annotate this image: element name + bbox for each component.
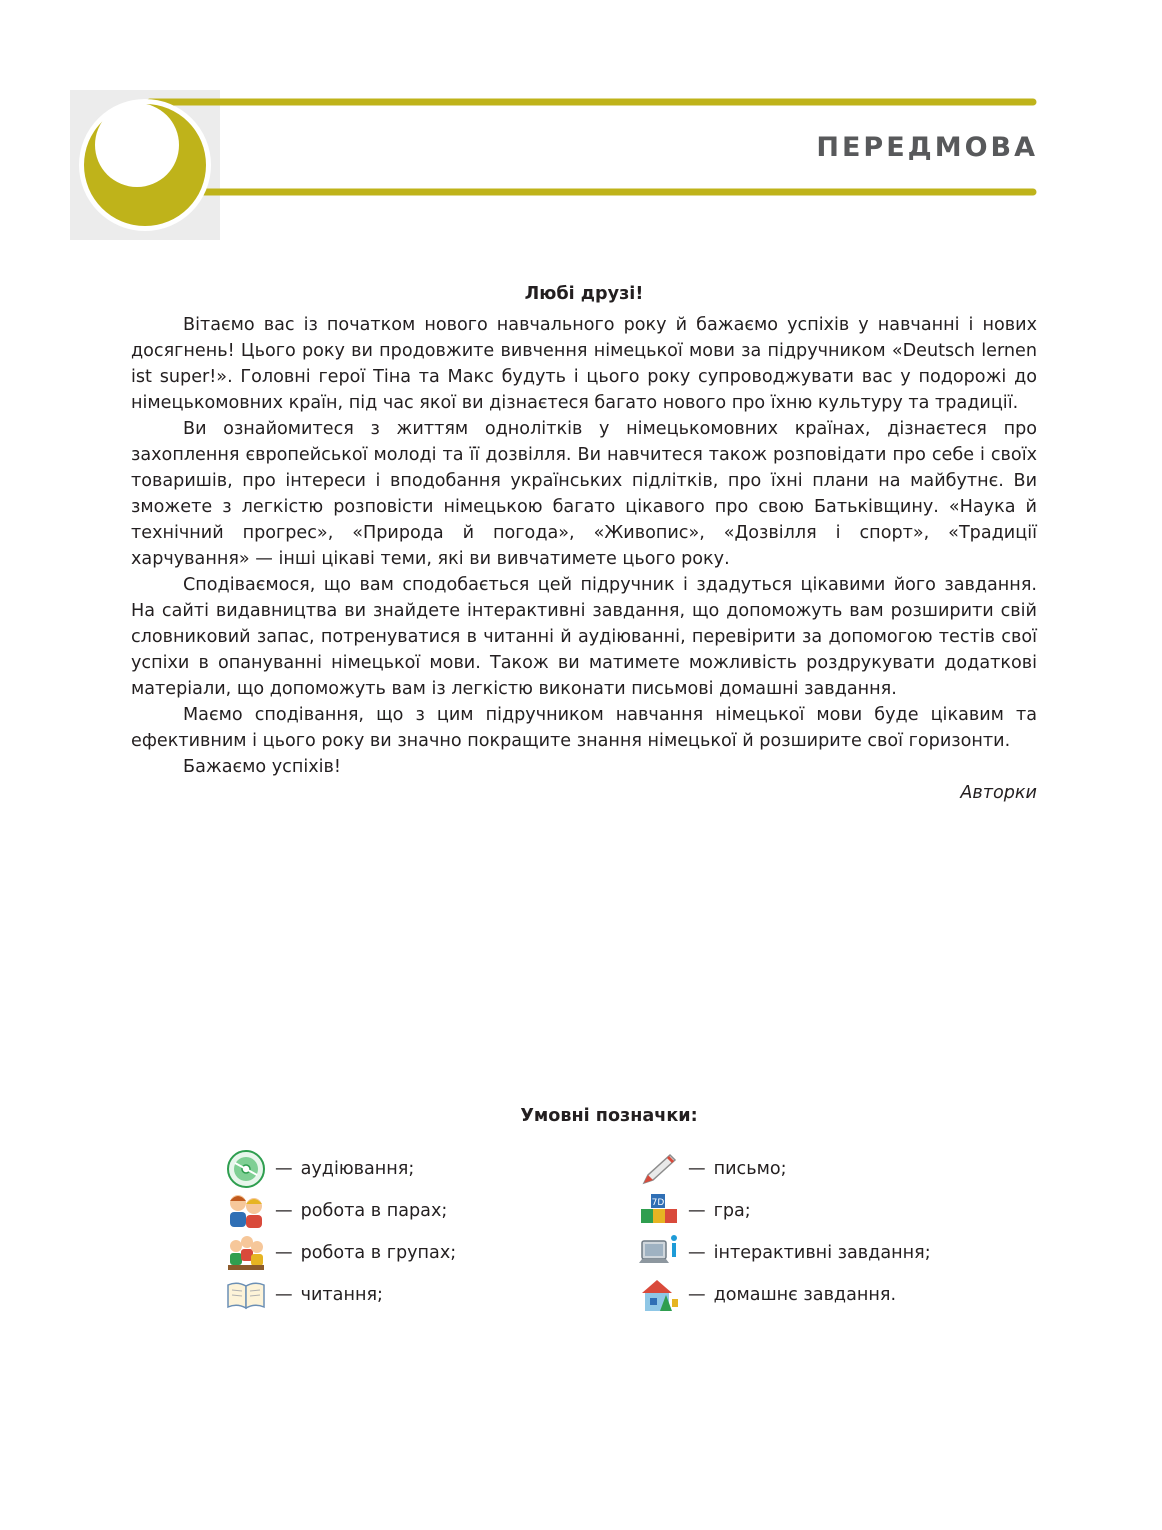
legend-dash: — <box>688 1201 706 1221</box>
greeting: Любі друзі! <box>524 284 644 304</box>
pair-work-icon <box>225 1191 267 1231</box>
legend-item <box>638 1190 931 1232</box>
svg-text:7D: 7D <box>651 1198 665 1208</box>
house-icon <box>638 1275 680 1315</box>
legend-label: робота в парах; <box>300 1201 448 1221</box>
legend-dash: — <box>688 1285 706 1305</box>
legend-item <box>225 1232 456 1274</box>
legend-dash: — <box>275 1285 293 1305</box>
header-decoration <box>0 0 1162 250</box>
legend-item <box>225 1190 456 1232</box>
paragraph-1: Вітаємо вас із початком нового навчального року й бажаємо успіхів у навчанні і нових досягнень! Цього року ви продовжите вивчення німецької мови за підручником «Deutsch lernen ist super!». Головні герої Тіна та Макс будуть і цього року супроводжувати вас у подорожі до німецькомовних країн, під час якої ви дізнаєтеся багато нового про їхню культуру та традиції. <box>131 315 1037 413</box>
preface-text <box>131 281 1037 806</box>
legend-item <box>638 1232 931 1274</box>
legend-dash: — <box>275 1159 293 1179</box>
legend-item <box>225 1148 456 1190</box>
legend-label: домашнє завдання. <box>713 1285 897 1305</box>
laptop-icon <box>638 1233 680 1273</box>
legend-label: читання; <box>300 1285 383 1305</box>
blocks-icon <box>638 1191 680 1231</box>
signature: Авторки <box>960 783 1037 803</box>
legend-label: письмо; <box>713 1159 787 1179</box>
legend-label: інтерактивні завдання; <box>713 1243 931 1263</box>
cd-icon <box>225 1149 267 1189</box>
legend-column-left <box>225 1148 456 1316</box>
legend-title: Умовні позначки: <box>520 1106 698 1126</box>
legend-dash: — <box>275 1243 293 1263</box>
pencil-icon <box>638 1149 680 1189</box>
book-icon <box>225 1275 267 1315</box>
legend-label: робота в групах; <box>300 1243 457 1263</box>
legend-label: аудіювання; <box>300 1159 415 1179</box>
legend-dash: — <box>688 1159 706 1179</box>
paragraph-3: Сподіваємося, що вам сподобається цей підручник і здадуться цікавими його завдання. На сайті видавництва ви знайдете інтерактивні завдання, що допоможуть вам розширити свій словниковий запас, потренуватися в читанні й аудіюванні, перевірити за допомогою тестів свої успіхи в опануванні німецької мови. Також ви матимете можливість роздрукувати додаткові матеріали, що допоможуть вам із легкістю виконати письмові домашні завдання. <box>131 575 1037 699</box>
group-work-icon <box>225 1233 267 1273</box>
legend-item <box>225 1274 456 1316</box>
paragraph-2: Ви ознайомитеся з життям однолітків у німецькомовних країнах, дізнаєтеся про захоплення європейської молоді та її дозвілля. Ви навчитеся також розповідати про себе і своїх товаришів, про інтереси і вподобання українських підлітків, про їхні плани на майбутнє. Ви зможете з легкістю розповісти німецькою багато цікавого про свою Батьківщину. «Наука й технічний прогрес», «Природа й погода», «Живопис», «Дозвілля і спорт», «Традиції харчування» — інші цікаві теми, які ви вивчатимете цього року. <box>131 419 1037 569</box>
legend-dash: — <box>688 1243 706 1263</box>
closing-wish: Бажаємо успіхів! <box>183 757 341 777</box>
legend-dash: — <box>275 1201 293 1221</box>
paragraph-4: Маємо сподівання, що з цим підручником навчання німецької мови буде цікавим та ефективним і цього року ви значно покращите знання німецької й розширите свої горизонти. <box>131 705 1037 751</box>
legend-column-right <box>638 1148 931 1316</box>
legend-label: гра; <box>713 1201 751 1221</box>
legend-item <box>638 1148 931 1190</box>
legend-item <box>638 1274 931 1316</box>
page-title: ПЕРЕДМОВА <box>816 132 1038 163</box>
